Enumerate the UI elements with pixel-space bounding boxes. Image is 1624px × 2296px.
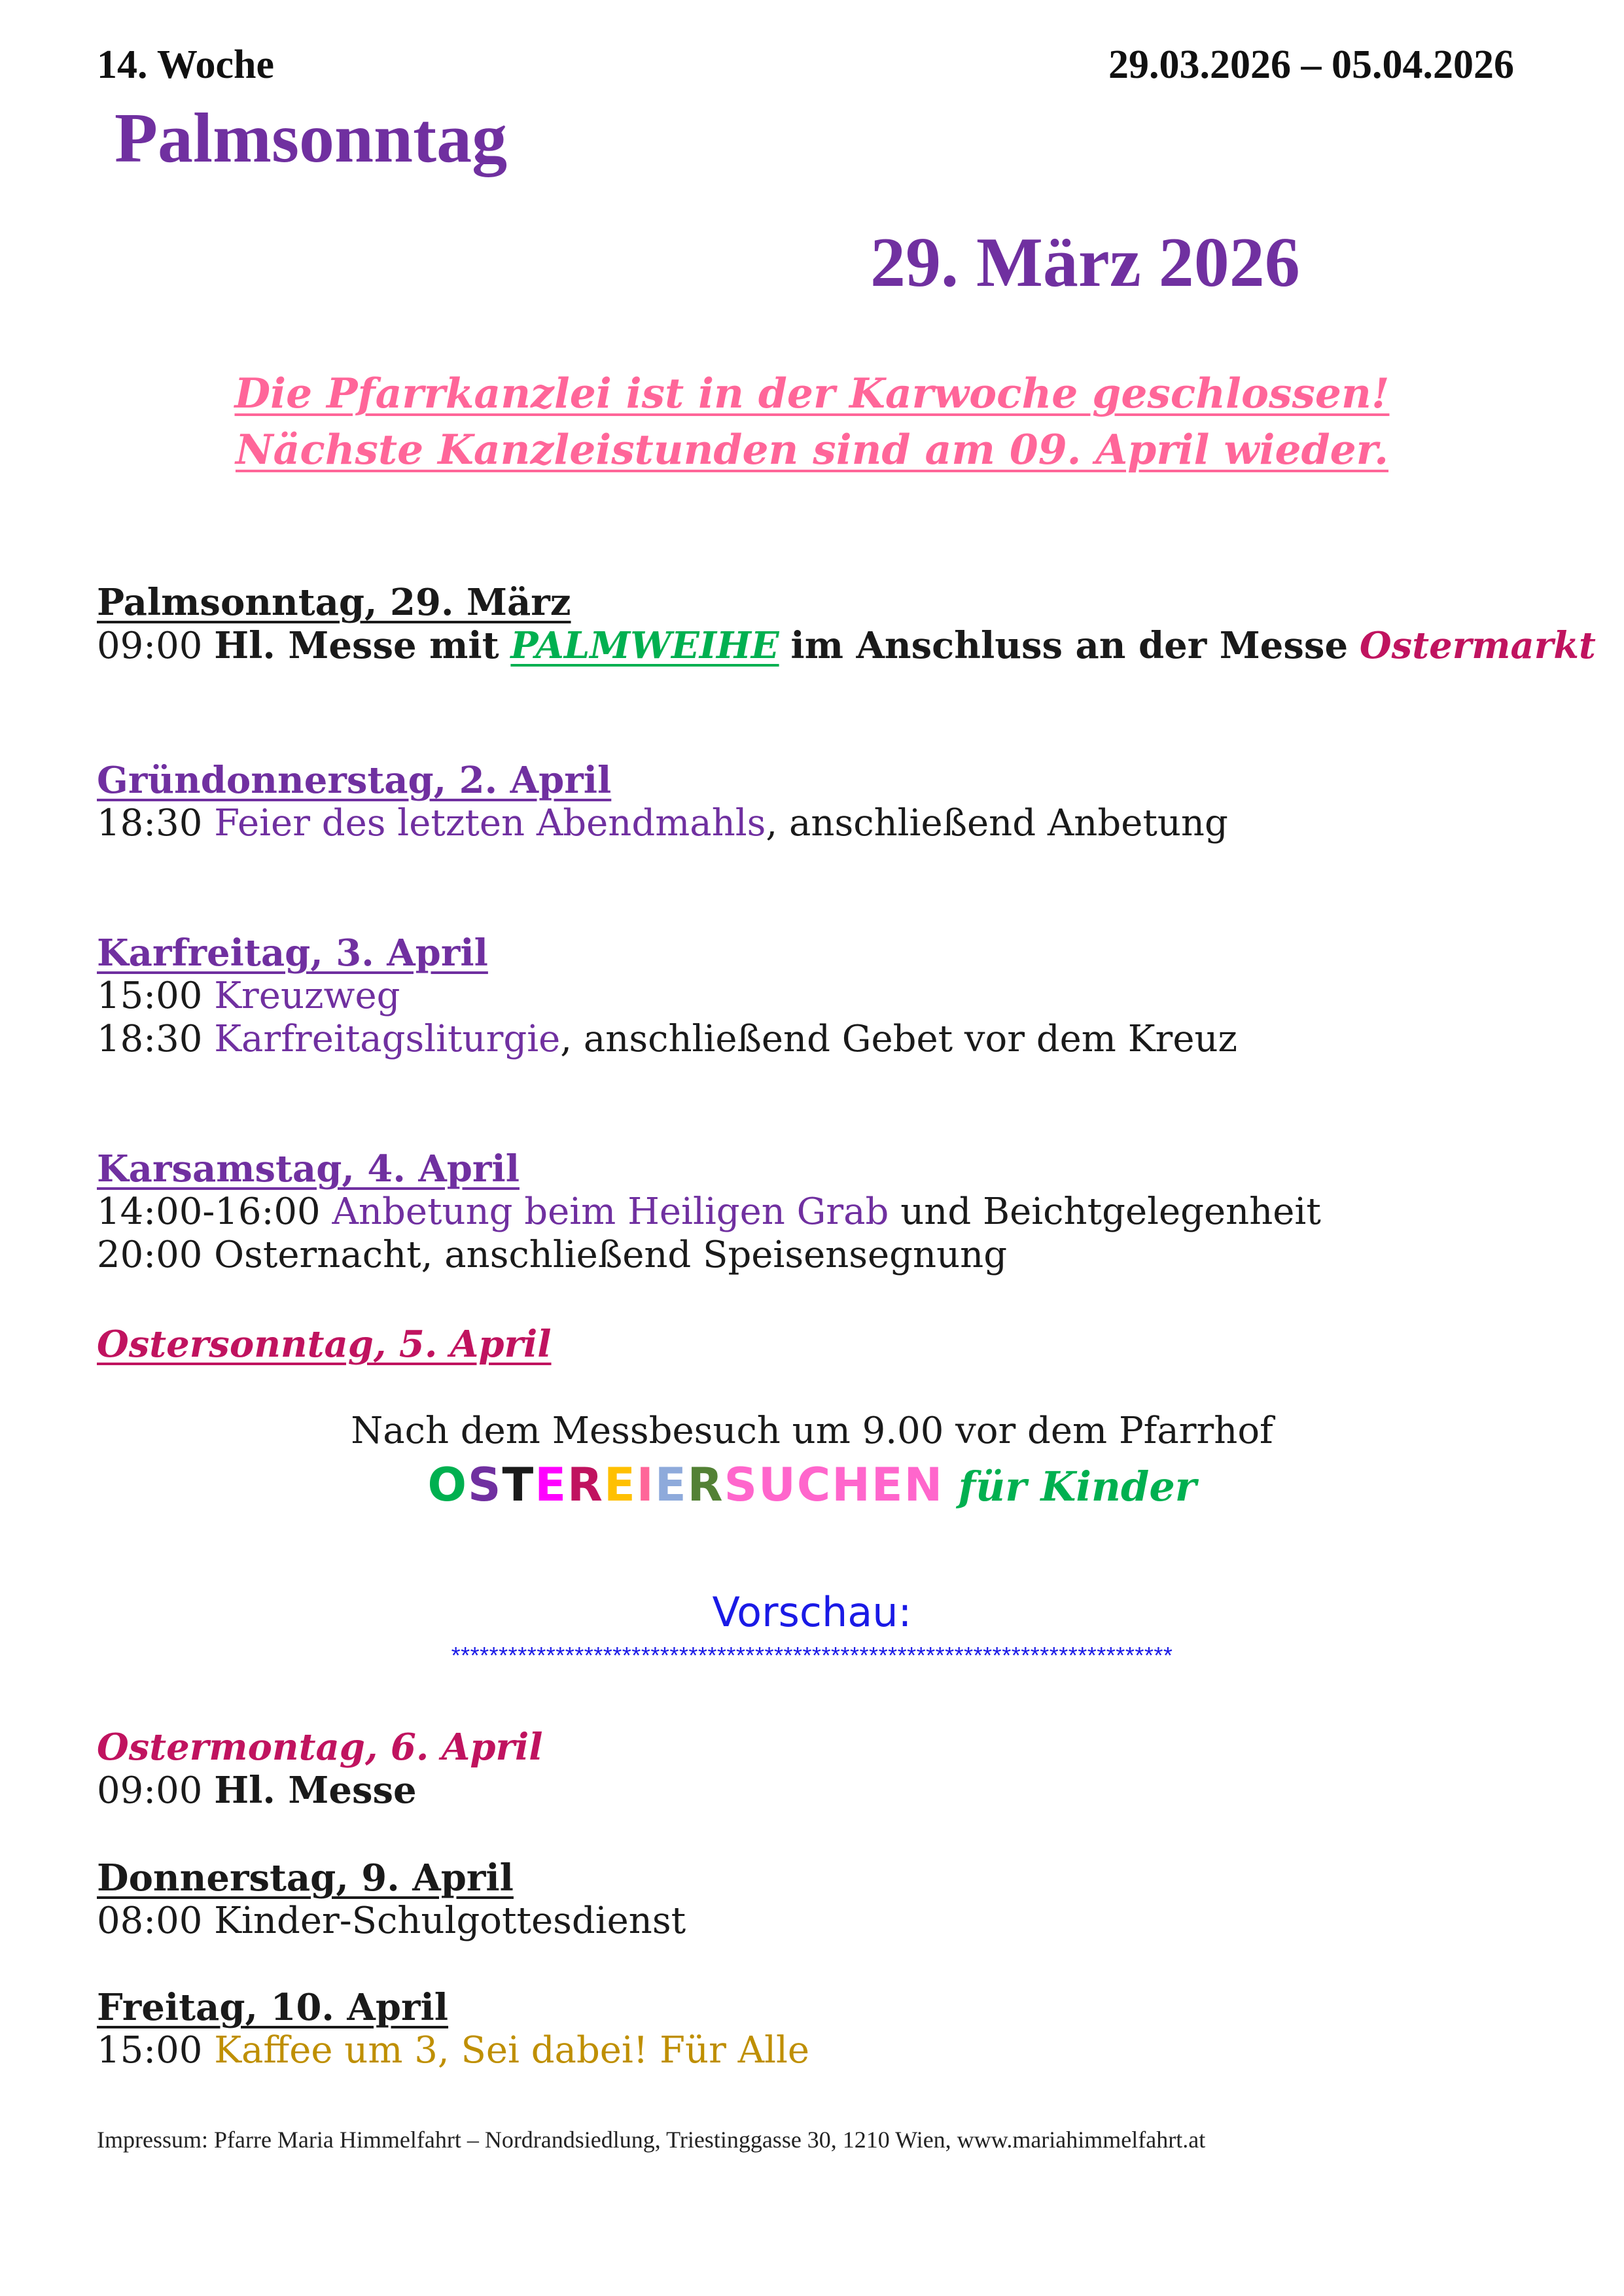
egg-hunt-banner <box>0 1459 1624 1513</box>
section-heading-ostersonntag: Ostersonntag, 5. April <box>97 1323 552 1366</box>
date-range: 29.03.2026 – 05.04.2026 <box>1108 43 1514 87</box>
egg-hunt-letter: U <box>758 1458 797 1512</box>
egg-hunt-letter: S <box>468 1458 503 1512</box>
egg-hunt-letter: R <box>687 1458 724 1512</box>
section-heading-karsamstag: Karsamstag, 4. April <box>97 1147 520 1191</box>
egg-hunt-letter: S <box>724 1458 758 1512</box>
ostersonntag-info: Nach dem Messbesuch um 9.00 vor dem Pfarrhof <box>351 1410 1273 1452</box>
palmsonntag-line <box>97 624 1596 668</box>
section-heading-donnerstag: Donnerstag, 9. April <box>97 1856 514 1900</box>
egg-hunt-letter: O <box>427 1458 468 1512</box>
section-heading-gruendonnerstag: Gründonnerstag, 2. April <box>97 759 612 802</box>
egg-hunt-letter: I <box>636 1458 655 1512</box>
egg-hunt-letter: E <box>871 1458 904 1512</box>
time: 09:00 <box>97 1769 203 1812</box>
event-name: Kaffee um 3, Sei dabei! Für Alle <box>214 2029 810 2072</box>
time: 18:30 <box>97 1018 203 1060</box>
event-rest: , anschließend Gebet vor dem Kreuz <box>560 1018 1238 1060</box>
section-heading-karfreitag: Karfreitag, 3. April <box>97 931 488 975</box>
time: 09:00 <box>97 625 203 667</box>
ostermarkt-label: Ostermarkt <box>1359 624 1596 667</box>
ostermontag-line <box>97 1769 417 1813</box>
time: 15:00 <box>97 975 203 1017</box>
notice-line-2: Nächste Kanzleistunden sind am 09. April wieder. <box>235 425 1389 474</box>
event-rest: , anschließend Anbetung <box>766 802 1228 844</box>
time: 18:30 <box>97 802 203 844</box>
egg-hunt-letter: E <box>654 1458 688 1512</box>
egg-hunt-title <box>428 1458 944 1512</box>
event-text-2: im Anschluss an der Messe <box>790 624 1349 667</box>
egg-hunt-letter: H <box>832 1458 872 1512</box>
karfreitag-line-2 <box>97 1018 1237 1061</box>
egg-hunt-letter: N <box>904 1458 944 1512</box>
egg-hunt-letter: C <box>796 1458 832 1512</box>
egg-hunt-letter: E <box>603 1458 637 1512</box>
event-name: Feier des letzten Abendmahls <box>214 802 766 844</box>
notice-line-1: Die Pfarrkanzlei ist in der Karwoche geschlossen! <box>234 369 1390 417</box>
event-name: Anbetung beim Heiligen Grab <box>332 1191 889 1233</box>
donnerstag-line: 08:00 Kinder-Schulgottesdienst <box>97 1900 686 1942</box>
event-name: Kreuzweg <box>214 975 400 1017</box>
for-kids-label: für Kinder <box>958 1463 1197 1510</box>
karsamstag-line-1 <box>97 1191 1321 1234</box>
event-text: Hl. Messe mit <box>214 624 499 667</box>
event-rest: und Beichtgelegenheit <box>889 1191 1321 1233</box>
egg-hunt-letter: T <box>502 1458 535 1512</box>
karsamstag-line-2: 20:00 Osternacht, anschließend Speisensegnung <box>97 1234 1008 1276</box>
karfreitag-line-1 <box>97 975 400 1018</box>
page-date: 29. März 2026 <box>870 224 1300 302</box>
impressum: Impressum: Pfarre Maria Himmelfahrt – Nordrandsiedlung, Triestinggasse 30, 1210 Wien, www.mariahimmelfahrt.at <box>97 2127 1206 2153</box>
preview-title: Vorschau: <box>712 1588 912 1636</box>
event-name: Hl. Messe <box>214 1769 417 1812</box>
section-heading-ostermontag: Ostermontag, 6. April <box>97 1726 543 1769</box>
gruendonnerstag-line <box>97 802 1228 845</box>
week-label: 14. Woche <box>97 43 274 87</box>
freitag-line <box>97 2029 809 2072</box>
palmweihe-highlight: PALMWEIHE <box>510 624 779 667</box>
event-name: Karfreitagsliturgie <box>214 1018 561 1060</box>
egg-hunt-letter: R <box>567 1458 604 1512</box>
section-heading-freitag: Freitag, 10. April <box>97 1986 449 2029</box>
page-title: Palmsonntag <box>115 99 508 177</box>
time: 15:00 <box>97 2029 203 2072</box>
section-heading-palmsonntag: Palmsonntag, 29. März <box>97 581 571 624</box>
egg-hunt-letter: E <box>535 1458 568 1512</box>
time: 14:00-16:00 <box>97 1191 321 1233</box>
preview-divider: **************************************************************************** <box>451 1642 1173 1669</box>
